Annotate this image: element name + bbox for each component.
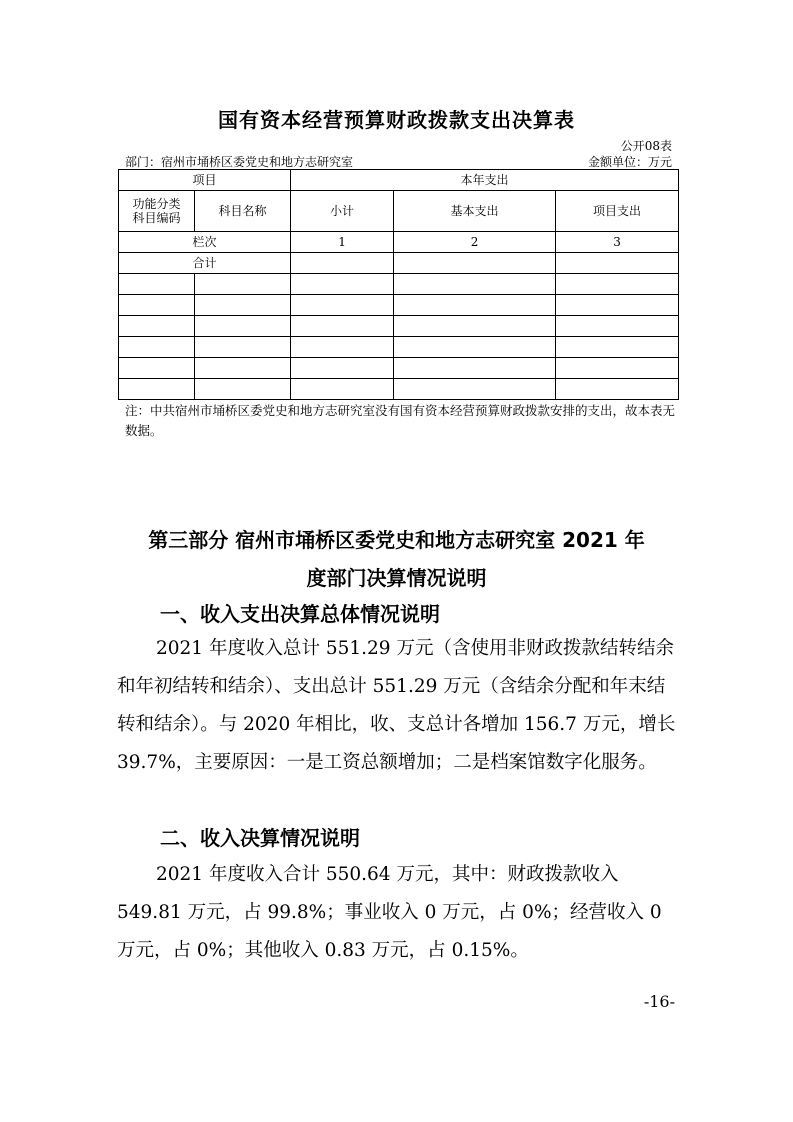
table-row: [119, 358, 679, 379]
table-cell: [394, 358, 556, 379]
table-cell: [291, 379, 394, 400]
table-cell: [556, 274, 679, 295]
table-row: [119, 295, 679, 316]
col-basic-expense: 基本支出: [394, 191, 556, 232]
section1-heading: 一、收入支出决算总体情况说明: [160, 602, 440, 626]
section1-paragraph: 2021 年度收入总计 551.29 万元（含使用非财政拨款结转结余和年初结转和结余）、支出总计 551.29 万元（含结余分配和年末结转和结余）。与 2020 年相比，收、支总计各增加 156.7 万元，增长 39.7%，主要原因：一是工资总额增加；二是档案馆数字化服务。: [117, 638, 676, 773]
unit-label: 金额单位：万元: [587, 155, 672, 169]
table-cell: [291, 295, 394, 316]
table-cell: [195, 358, 291, 379]
table-cell: [394, 316, 556, 337]
table-header-row: [119, 170, 679, 191]
table-cell: [394, 379, 556, 400]
col-function-code: 功能分类 科目编码: [119, 191, 195, 232]
table-cell: [195, 295, 291, 316]
table-cell: [119, 337, 195, 358]
table-cell: [394, 337, 556, 358]
table-cell: [556, 379, 679, 400]
total-row: [119, 253, 679, 274]
table-row: [119, 316, 679, 337]
table-cell: [556, 358, 679, 379]
table-cell: [556, 253, 679, 274]
table-row: [119, 379, 679, 400]
header-current-year-expense: 本年支出: [291, 170, 679, 191]
table-cell: [394, 253, 556, 274]
section2-paragraph: 2021 年度收入合计 550.64 万元，其中：财政拨款收入 549.81 万元，占 99.8%；事业收入 0 万元，占 0%；经营收入 0 万元，占 0%；其他收入 0.83 万元，占 0.15%。: [117, 864, 662, 961]
table-cell: [291, 253, 394, 274]
table-subheader-row: [119, 191, 679, 232]
table-cell: [394, 295, 556, 316]
part3-title: 第三部分 宿州市埇桥区委党史和地方志研究室 2021 年: [148, 528, 645, 552]
header-item: 项目: [119, 170, 291, 191]
table-cell: [291, 316, 394, 337]
table-cell: [394, 274, 556, 295]
section2-heading: 二、收入决算情况说明: [160, 826, 360, 850]
table-cell: [119, 358, 195, 379]
table-cell: [195, 337, 291, 358]
table-cell: [556, 295, 679, 316]
table-cell: [119, 316, 195, 337]
table-cell: [119, 274, 195, 295]
column-number: 3: [556, 232, 679, 253]
page-number: -16-: [643, 992, 675, 1011]
col-subtotal: 小计: [291, 191, 394, 232]
table-cell: [291, 358, 394, 379]
table-cell: [291, 337, 394, 358]
table-title: 国有资本经营预算财政拨款支出决算表: [218, 108, 575, 132]
table-cell: [119, 379, 195, 400]
table-note: 注：中共宿州市埇桥区委党史和地方志研究室没有国有资本经营预算财政拨款安排的支出，故本表无数据。: [125, 403, 676, 438]
table-cell: [291, 274, 394, 295]
table-row: [119, 274, 679, 295]
department-label: 部门：宿州市埇桥区委党史和地方志研究室: [125, 155, 354, 169]
part3-title-continued: 度部门决算情况说明: [306, 566, 487, 590]
total-label: 合计: [119, 253, 291, 274]
form-code: 公开08表: [620, 139, 672, 153]
column-index-label: 栏次: [119, 232, 291, 253]
col-project-expense: 项目支出: [556, 191, 679, 232]
expense-table: [118, 169, 679, 400]
table-cell: [195, 316, 291, 337]
table-row: [119, 337, 679, 358]
col-subject-name: 科目名称: [195, 191, 291, 232]
table-cell: [195, 274, 291, 295]
column-number: 2: [394, 232, 556, 253]
table-cell: [119, 295, 195, 316]
table-cell: [195, 379, 291, 400]
table-cell: [556, 337, 679, 358]
table-cell: [556, 316, 679, 337]
column-number: 1: [291, 232, 394, 253]
column-index-row: [119, 232, 679, 253]
